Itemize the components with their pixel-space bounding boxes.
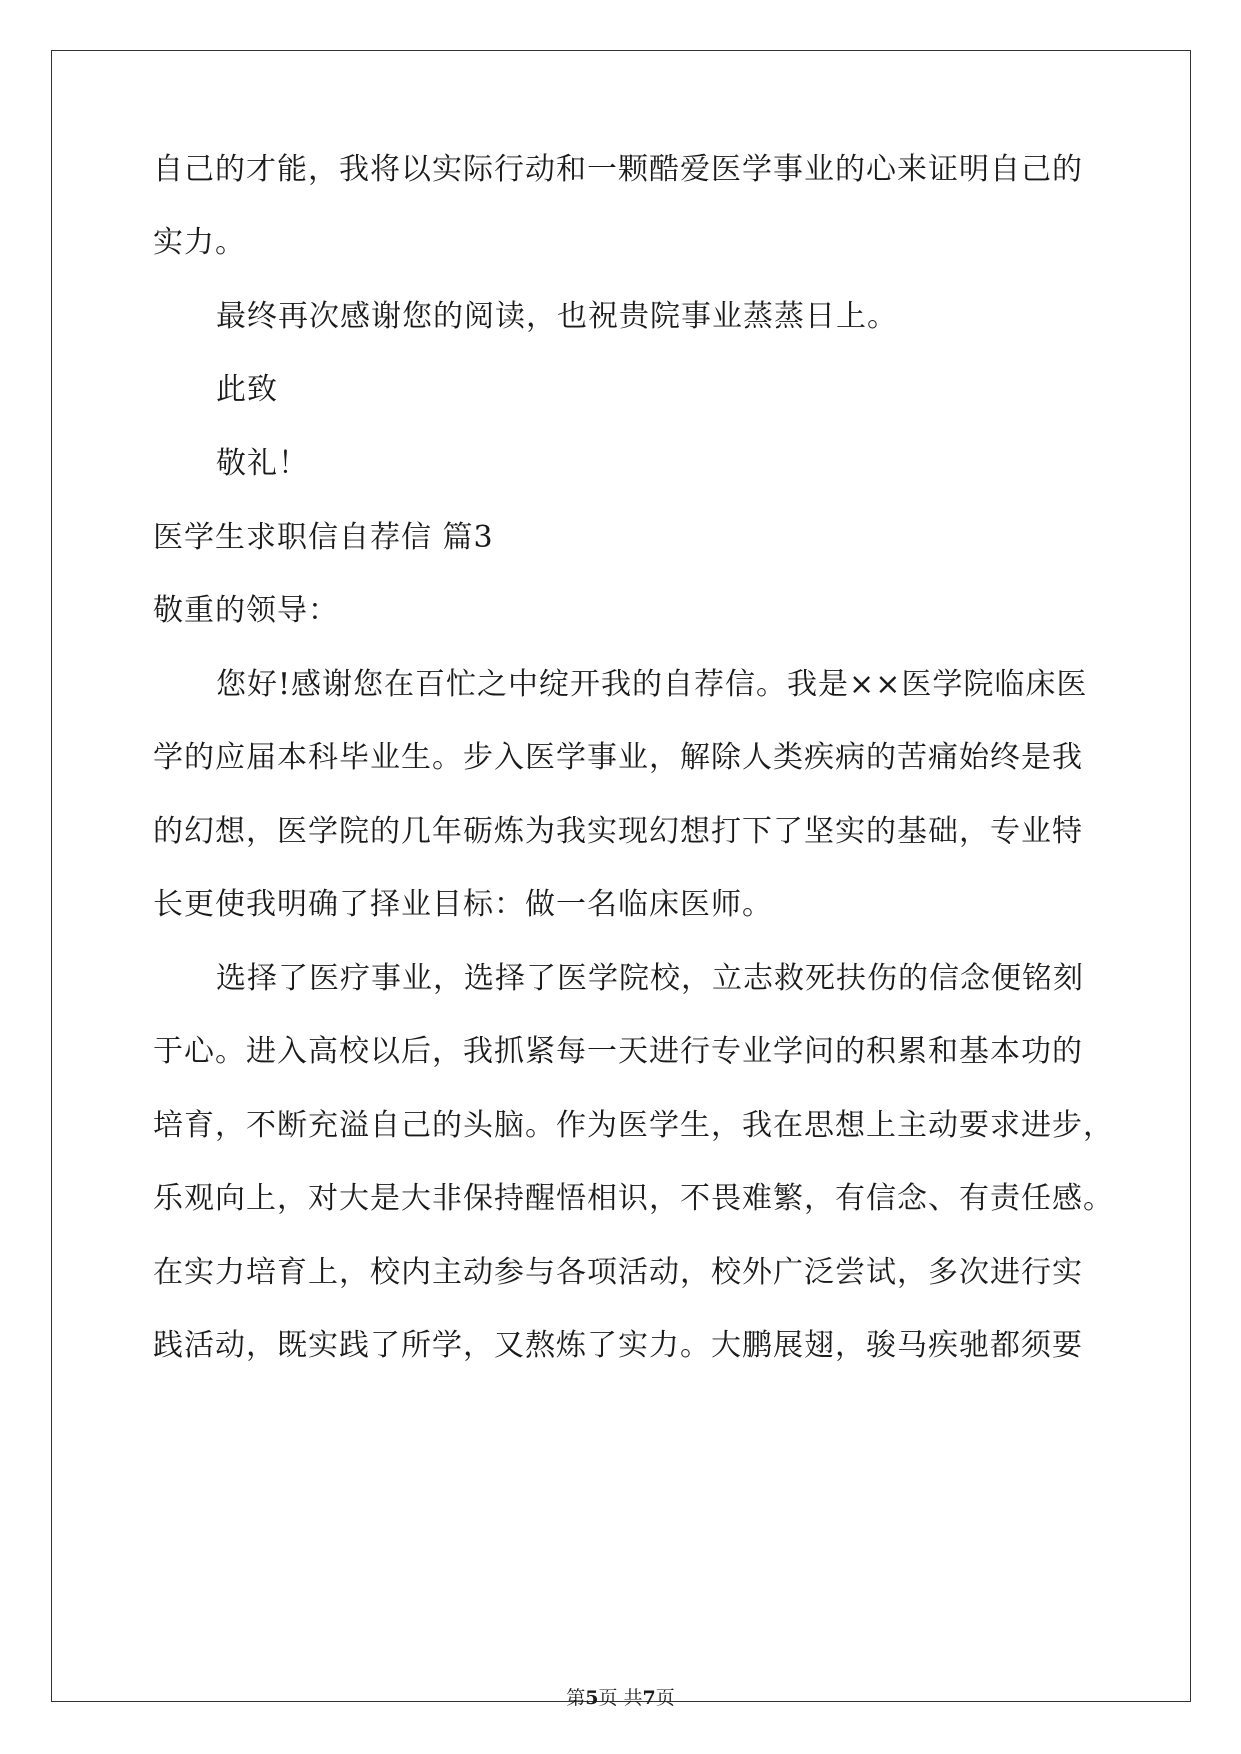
body-text-line: 践活动，既实践了所学，又熬炼了实力。大鹏展翅，骏马疾驰都须要 <box>153 1328 1083 1363</box>
body-text-line: 长更使我明确了择业目标：做一名临床医师。 <box>153 887 773 922</box>
body-text-line: 的幻想，医学院的几年砺炼为我实现幻想打下了坚实的基础，专业特 <box>153 814 1083 849</box>
page-footer <box>0 1686 1241 1710</box>
salutation-line: 此致 <box>216 372 278 407</box>
section-heading: 医学生求职信自荐信 篇3 <box>153 520 494 555</box>
salutation-line: 敬礼！ <box>216 446 309 481</box>
body-text-line: 实力。 <box>153 225 246 260</box>
footer-suffix: 页 <box>655 1687 675 1709</box>
total-pages-number: 7 <box>642 1687 656 1709</box>
footer-prefix: 第 <box>566 1687 586 1709</box>
closing-paragraph: 最终再次感谢您的阅读，也祝贵院事业蒸蒸日上。 <box>216 299 898 334</box>
body-text-line: 在实力培育上，校内主动参与各项活动，校外广泛尝试，多次进行实 <box>153 1255 1083 1290</box>
body-text-line: 乐观向上，对大是大非保持醒悟相识，不畏难繁，有信念、有责任感。 <box>153 1181 1114 1216</box>
body-text-line: 自己的才能，我将以实际行动和一颗酷爱医学事业的心来证明自己的 <box>153 152 1083 187</box>
body-text-line: 您好!感谢您在百忙之中绽开我的自荐信。我是××医学院临床医 <box>216 667 1088 702</box>
current-page-number: 5 <box>585 1687 599 1709</box>
body-text-line: 选择了医疗事业，选择了医学院校，立志救死扶伤的信念便铭刻 <box>216 961 1084 996</box>
greeting-line: 敬重的领导： <box>153 593 339 628</box>
body-text-line: 学的应届本科毕业生。步入医学事业，解除人类疾病的苦痛始终是我 <box>153 740 1083 775</box>
body-text-line: 于心。进入高校以后，我抓紧每一天进行专业学问的积累和基本功的 <box>153 1034 1083 1069</box>
footer-middle: 页 共 <box>598 1687 643 1709</box>
body-text-line: 培育，不断充溢自己的头脑。作为医学生，我在思想上主动要求进步， <box>153 1108 1114 1143</box>
